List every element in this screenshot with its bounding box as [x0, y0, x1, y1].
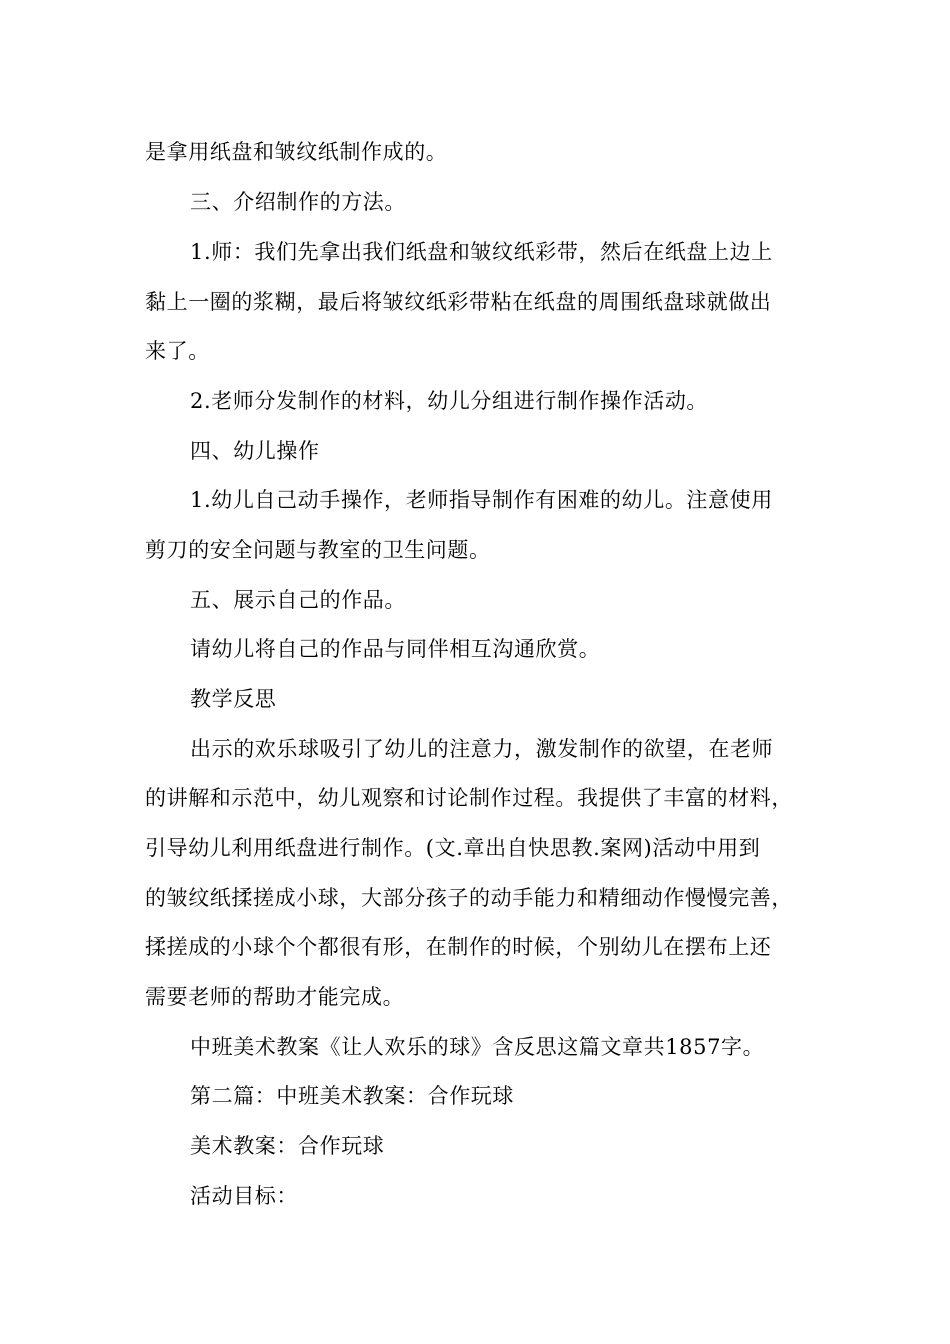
- paragraph-line: 需要老师的帮助才能完成。: [145, 985, 405, 1009]
- paragraph-line: 1.幼儿自己动手操作，老师指导制作有困难的幼儿。注意使用: [190, 488, 773, 512]
- paragraph-line: 1.师：我们先拿出我们纸盘和皱纹纸彩带，然后在纸盘上边上: [190, 240, 773, 264]
- section-heading: 教学反思: [190, 687, 277, 711]
- paragraph-line: 请幼儿将自己的作品与同伴相互沟通欣赏。: [190, 637, 601, 661]
- section-heading: 三、介绍制作的方法。: [190, 190, 406, 214]
- section-heading: 美术教案：合作玩球: [190, 1134, 385, 1158]
- section-heading: 活动目标：: [190, 1184, 298, 1208]
- paragraph-line: 揉搓成的小球个个都很有形，在制作的时候，个别幼儿在摆布上还: [145, 935, 772, 959]
- paragraph-line: 剪刀的安全问题与教室的卫生问题。: [145, 538, 491, 562]
- paragraph-line: 引导幼儿利用纸盘进行制作。(文.章出自快思教.案网)活动中用到: [145, 836, 761, 860]
- paragraph-line: 黏上一圈的浆糊，最后将皱纹纸彩带粘在纸盘的周围纸盘球就做出: [145, 290, 772, 314]
- section-heading: 四、幼儿操作: [190, 439, 320, 463]
- paragraph-line: 的皱纹纸揉搓成小球，大部分孩子的动手能力和精细动作慢慢完善，: [145, 886, 793, 910]
- paragraph-line: 的讲解和示范中，幼儿观察和讨论制作过程。我提供了丰富的材料，: [145, 786, 793, 810]
- section-heading: 第二篇：中班美术教案：合作玩球: [190, 1084, 514, 1108]
- paragraph-line: 来了。: [145, 339, 210, 363]
- paragraph-line: 出示的欢乐球吸引了幼儿的注意力，激发制作的欲望，在老师: [190, 737, 774, 761]
- paragraph-line: 是拿用纸盘和皱纹纸制作成的。: [145, 140, 448, 164]
- section-heading: 五、展示自己的作品。: [190, 588, 406, 612]
- paragraph-line: 中班美术教案《让人欢乐的球》含反思这篇文章共1857字。: [190, 1035, 765, 1059]
- paragraph-line: 2.老师分发制作的材料，幼儿分组进行制作操作活动。: [190, 389, 709, 413]
